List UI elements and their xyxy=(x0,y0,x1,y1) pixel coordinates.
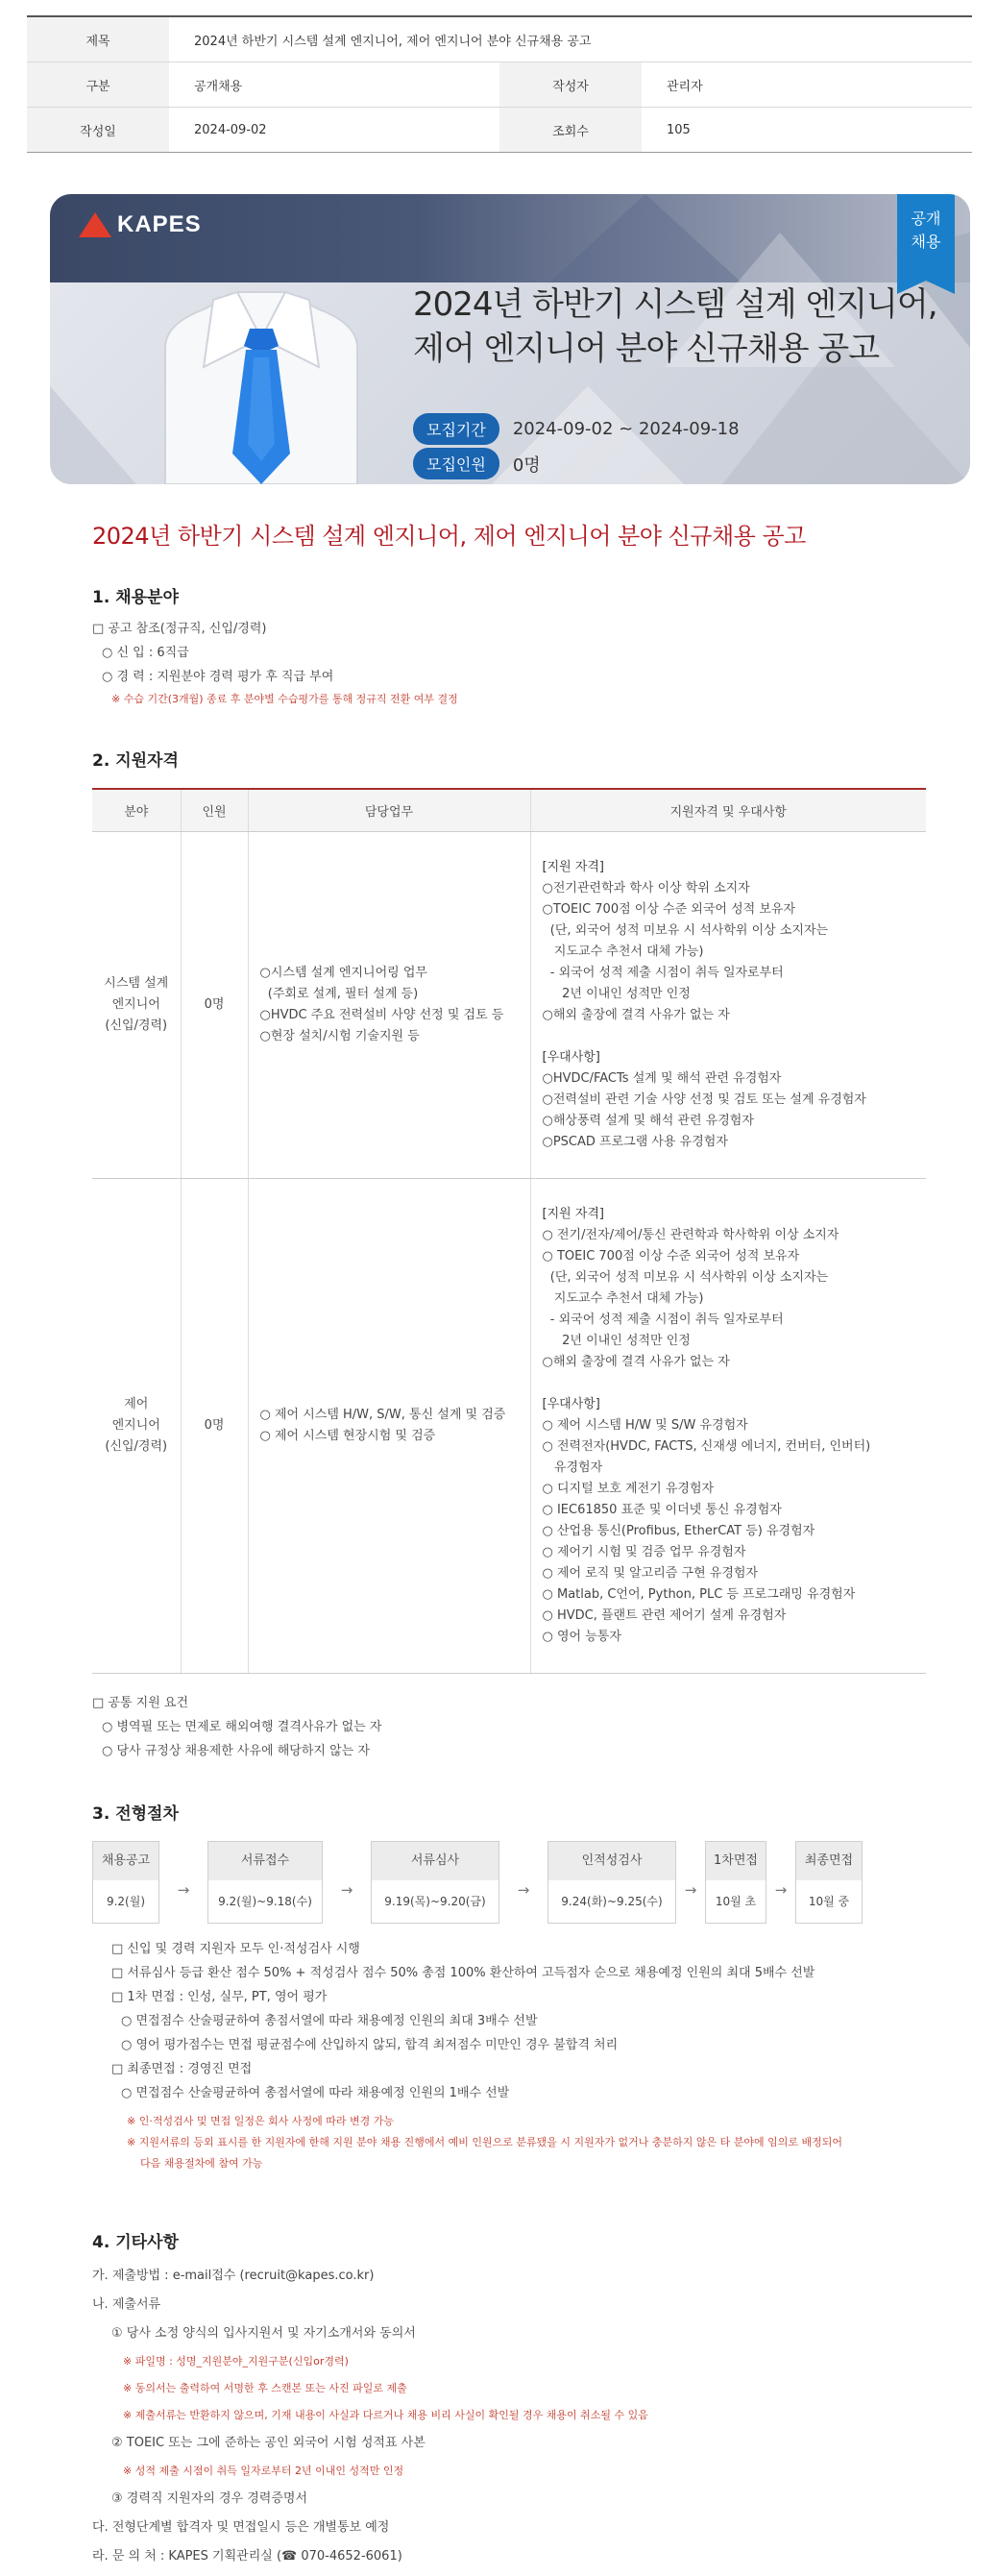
step-date: 10월 중 xyxy=(796,1880,862,1923)
qual-heading: [지원 자격] xyxy=(542,859,605,874)
shirt-tie-icon xyxy=(146,233,377,484)
th-qualification: 지원자격 및 우대사항 xyxy=(530,789,926,831)
kapes-logo-text: KAPES xyxy=(117,211,202,237)
step-date: 9.2(월) xyxy=(93,1880,158,1923)
badge-line2: 채용 xyxy=(911,233,941,251)
meta-views-label: 조회수 xyxy=(499,108,642,152)
sec3-note2: ※ 지원서류의 등외 표시를 한 지원자에 한해 지원 분야 채용 진행에서 예비 인원으로 분류됐을 시 지원자가 없거나 충분하지 않은 타 분야에 임의로 배정되어 xyxy=(127,2135,842,2148)
field-cell xyxy=(92,831,181,1178)
sec4-note1: ※ 파일명 : 성명_지원분야_지원구분(신입or경력) xyxy=(123,2354,349,2367)
sec3-line5: ○ 영어 평가점수는 면접 평균점수에 산입하지 않되, 합격 최저점수 미만인 경우 불합격 처리 xyxy=(121,2037,619,2052)
sec4-line6: 다. 전형단계별 합격자 및 면접일시 등은 개별통보 예정 xyxy=(92,2519,390,2535)
meta-date-value: 2024-09-02 xyxy=(194,122,267,137)
field-line: 시스템 설계 xyxy=(104,975,169,991)
period-pill: 모집기간 xyxy=(413,413,499,445)
th-field: 분야 xyxy=(92,789,181,831)
arrow-right-icon: → xyxy=(774,1880,788,1899)
qual-line: ○전기관련학과 학사 이상 학위 소지자 xyxy=(542,880,750,895)
sec4-note2: ※ 동의서는 출력하여 서명한 후 스캔본 또는 사진 파일로 제출 xyxy=(123,2381,407,2394)
qual-line: (단, 외국어 성적 미보유 시 석사학위 이상 소지자는 xyxy=(542,1269,829,1285)
duty-line: ○현장 설치/시험 기술지원 등 xyxy=(259,1028,420,1043)
banner-title-line1: 2024년 하반기 시스템 설계 엔지니어, xyxy=(413,285,937,324)
step-label: 서류심사 xyxy=(372,1842,498,1880)
sec1-line3: ○ 경 력 : 지원분야 경력 평가 후 직급 부여 xyxy=(102,670,334,684)
qual-line: 2년 이내인 성적만 인정 xyxy=(542,1333,691,1348)
count-cell: 0명 xyxy=(181,1178,248,1673)
post-main-title: 2024년 하반기 시스템 설계 엔지니어, 제어 엔지니어 분야 신규채용 공고 xyxy=(92,523,806,550)
pref-line: ○ Matlab, C언어, Python, PLC 등 프로그래밍 유경험자 xyxy=(542,1586,856,1602)
sec1-note: ※ 수습 기간(3개월) 종료 후 분야별 수습평가를 통해 정규직 전환 여부 결정 xyxy=(111,693,458,705)
field-line: 엔지니어 xyxy=(111,996,160,1012)
sec3-note1: ※ 인·적성검사 및 면접 일정은 회사 사정에 따라 변경 가능 xyxy=(127,2114,394,2127)
process-step xyxy=(547,1841,676,1924)
duty-line: ○HVDC 주요 전력설비 사양 선정 및 검토 등 xyxy=(259,1007,504,1022)
pref-heading: [우대사항] xyxy=(542,1049,600,1065)
section4-heading: 4. 기타사항 xyxy=(92,2232,179,2252)
qual-line: (단, 외국어 성적 미보유 시 석사학위 이상 소지자는 xyxy=(542,922,829,938)
arrow-right-icon: → xyxy=(684,1880,697,1899)
pref-line: ○ 제어 로직 및 알고리즘 구현 유경험자 xyxy=(542,1565,759,1581)
meta-author-label: 작성자 xyxy=(499,62,642,107)
sec1-line1: □ 공고 참조(정규직, 신입/경력) xyxy=(92,622,267,636)
field-line: 엔지니어 xyxy=(111,1417,160,1433)
qualification-cell xyxy=(530,1178,926,1673)
sec4-line3: ① 당사 소정 양식의 입사지원서 및 자기소개서와 동의서 xyxy=(111,2325,416,2341)
duty-line: ○시스템 설계 엔지니어링 업무 xyxy=(259,965,427,980)
banner-period-row xyxy=(413,413,740,445)
meta-row-date xyxy=(27,108,972,153)
banner-title xyxy=(413,282,937,371)
qual-line: 지도교수 추천서 대체 가능) xyxy=(542,1290,704,1306)
qual-line: - 외국어 성적 제출 시점이 취득 일자로부터 xyxy=(542,1312,784,1327)
qual-line: 지도교수 추천서 대체 가능) xyxy=(542,944,704,959)
section3-heading: 3. 전형절차 xyxy=(92,1803,179,1824)
kapes-logo-icon xyxy=(79,212,111,237)
sec1-line2: ○ 신 입 : 6직급 xyxy=(102,646,189,660)
field-line: 제어 xyxy=(124,1396,149,1411)
step-date: 9.2(월)~9.18(수) xyxy=(208,1880,322,1923)
common-line: ○ 당사 규정상 채용제한 사유에 해당하지 않는 자 xyxy=(102,1743,370,1758)
pref-line: ○해상풍력 설계 및 해석 관련 유경험자 xyxy=(542,1113,754,1128)
meta-author-value: 관리자 xyxy=(667,79,703,94)
meta-date-label: 작성일 xyxy=(27,108,169,152)
qual-line: ○ TOEIC 700점 이상 수준 외국어 성적 보유자 xyxy=(542,1248,800,1263)
pref-line: ○ 전력전자(HVDC, FACTS, 신재생 에너지, 컨버터, 인버터) xyxy=(542,1438,871,1454)
table-header-row xyxy=(92,789,926,831)
count-pill: 모집인원 xyxy=(413,448,499,479)
duty-line: ○ 제어 시스템 H/W, S/W, 통신 설계 및 검증 xyxy=(259,1407,506,1422)
qual-line: 2년 이내인 성적만 인정 xyxy=(542,986,691,1001)
pref-line: ○ HVDC, 플랜트 관련 제어기 설계 유경험자 xyxy=(542,1607,787,1623)
process-step xyxy=(705,1841,766,1924)
post-body xyxy=(92,517,918,2571)
meta-title-label: 제목 xyxy=(27,17,169,61)
count-value: 0명 xyxy=(512,454,541,476)
sec3-line3: □ 1차 면접 : 인성, 실무, PT, 영어 평가 xyxy=(111,1989,328,2004)
meta-views-value: 105 xyxy=(667,122,691,137)
step-label: 채용공고 xyxy=(93,1842,158,1880)
arrow-right-icon: → xyxy=(517,1880,530,1899)
table-row xyxy=(92,831,926,1178)
table-row xyxy=(92,1178,926,1673)
pref-line: ○PSCAD 프로그램 사용 유경험자 xyxy=(542,1134,728,1149)
qual-heading: [지원 자격] xyxy=(542,1206,605,1221)
duty-cell xyxy=(248,1178,530,1673)
sec3-line7: ○ 면접점수 산술평균하여 총점서열에 따라 채용예정 인원의 1배수 선발 xyxy=(121,2085,510,2100)
sec3-note3: 다음 채용절차에 참여 가능 xyxy=(140,2156,263,2170)
pref-line: ○전력설비 관련 기술 사양 선정 및 검토 또는 설계 유경험자 xyxy=(542,1092,866,1107)
sec3-line6: □ 최종면접 : 경영진 면접 xyxy=(111,2061,253,2076)
post-meta-table xyxy=(27,15,972,153)
pref-line: ○ 디지털 보호 계전기 유경험자 xyxy=(542,1481,715,1496)
step-date: 10월 초 xyxy=(706,1880,766,1923)
th-count: 인원 xyxy=(181,789,248,831)
step-label: 최종면접 xyxy=(796,1842,862,1880)
process-step xyxy=(92,1841,159,1924)
period-value: 2024-09-02 ~ 2024-09-18 xyxy=(512,419,740,439)
pref-line: ○ IEC61850 표준 및 이더넷 통신 유경험자 xyxy=(542,1502,782,1517)
process-flow xyxy=(92,1841,918,1924)
meta-row-title xyxy=(27,17,972,62)
arrow-right-icon: → xyxy=(177,1880,190,1899)
sec3-line2: □ 서류심사 등급 환산 점수 50% + 적성검사 점수 50% 총점 100% 환산하여 고득점자 순으로 채용예정 인원의 최대 5배수 선발 xyxy=(111,1965,815,1980)
banner-title-line2: 제어 엔지니어 분야 신규채용 공고 xyxy=(413,330,880,368)
pref-line: ○ 산업용 통신(Profibus, EtherCAT 등) 유경험자 xyxy=(542,1523,815,1538)
section1-heading: 1. 채용분야 xyxy=(92,588,179,607)
common-line: ○ 병역필 또는 면제로 해외여행 결격사유가 없는 자 xyxy=(102,1719,382,1734)
step-label: 1차면접 xyxy=(706,1842,766,1880)
sec4-line4: ② TOEIC 또는 그에 준하는 공인 외국어 시험 성적표 사본 xyxy=(111,2435,426,2450)
step-label: 서류접수 xyxy=(208,1842,322,1880)
th-duty: 담당업무 xyxy=(248,789,530,831)
sec4-note3: ※ 제출서류는 반환하지 않으며, 기재 내용이 사실과 다르거나 채용 비리 사실이 확인될 경우 채용이 취소될 수 있음 xyxy=(123,2408,648,2421)
pref-line: ○HVDC/FACTs 설계 및 해석 관련 유경험자 xyxy=(542,1070,782,1086)
requirements-table xyxy=(92,788,926,1674)
process-step xyxy=(371,1841,499,1924)
qual-line: - 외국어 성적 제출 시점이 취득 일자로부터 xyxy=(542,965,784,980)
qual-line: ○해외 출장에 결격 사유가 없는 자 xyxy=(542,1354,730,1369)
qual-line: ○해외 출장에 결격 사유가 없는 자 xyxy=(542,1007,730,1022)
sec3-line4: ○ 면접점수 산술평균하여 총점서열에 따라 채용예정 인원의 최대 3배수 선발 xyxy=(121,2013,538,2028)
duty-line: ○ 제어 시스템 현장시험 및 검증 xyxy=(259,1428,436,1443)
process-step xyxy=(207,1841,323,1924)
qual-line: ○ 전기/전자/제어/통신 관련학과 학사학위 이상 소지자 xyxy=(542,1227,839,1242)
sec4-line2: 나. 제출서류 xyxy=(92,2296,161,2312)
sec3-line1: □ 신입 및 경력 지원자 모두 인·적성검사 시행 xyxy=(111,1941,360,1956)
step-date: 9.19(목)~9.20(금) xyxy=(372,1880,498,1923)
meta-type-label: 구분 xyxy=(27,62,169,107)
qual-line: ○TOEIC 700점 이상 수준 외국어 성적 보유자 xyxy=(542,901,796,917)
duty-cell xyxy=(248,831,530,1178)
qualification-cell xyxy=(530,831,926,1178)
count-cell: 0명 xyxy=(181,831,248,1178)
duty-line: (주회로 설계, 필터 설계 등) xyxy=(259,986,419,1001)
field-line: (신입/경력) xyxy=(105,1438,168,1454)
field-cell xyxy=(92,1178,181,1673)
banner-count-row xyxy=(413,448,541,479)
recruit-banner xyxy=(50,194,970,484)
arrow-right-icon: → xyxy=(340,1880,353,1899)
badge-line1: 공개 xyxy=(911,209,941,228)
sec4-line1: 가. 제출방법 : e-mail접수 (recruit@kapes.co.kr) xyxy=(92,2268,375,2283)
field-line: (신입/경력) xyxy=(105,1018,168,1033)
pref-line: ○ 제어 시스템 H/W 및 S/W 유경험자 xyxy=(542,1417,748,1433)
pref-heading: [우대사항] xyxy=(542,1396,600,1411)
meta-type-value: 공개채용 xyxy=(194,79,243,94)
pref-line: 유경험자 xyxy=(542,1460,603,1475)
common-heading: □ 공통 지원 요건 xyxy=(92,1695,189,1710)
sec4-line5: ③ 경력직 지원자의 경우 경력증명서 xyxy=(111,2490,307,2506)
meta-title-value: 2024년 하반기 시스템 설계 엔지니어, 제어 엔지니어 분야 신규채용 공고 xyxy=(194,34,592,49)
section2-heading: 2. 지원자격 xyxy=(92,751,179,771)
sec4-line7: 라. 문 의 처 : KAPES 기획관리실 (☎ 070-4652-6061) xyxy=(92,2548,402,2564)
open-recruit-badge xyxy=(897,194,955,281)
pref-line: ○ 제어기 시험 및 검증 업무 유경험자 xyxy=(542,1544,746,1559)
meta-row-type xyxy=(27,62,972,108)
process-step xyxy=(795,1841,863,1924)
step-date: 9.24(화)~9.25(수) xyxy=(548,1880,675,1923)
sec4-note4: ※ 성적 제출 시점이 취득 일자로부터 2년 이내인 성적만 인정 xyxy=(123,2464,404,2477)
step-label: 인적성검사 xyxy=(548,1842,675,1880)
pref-line: ○ 영어 능통자 xyxy=(542,1629,621,1644)
